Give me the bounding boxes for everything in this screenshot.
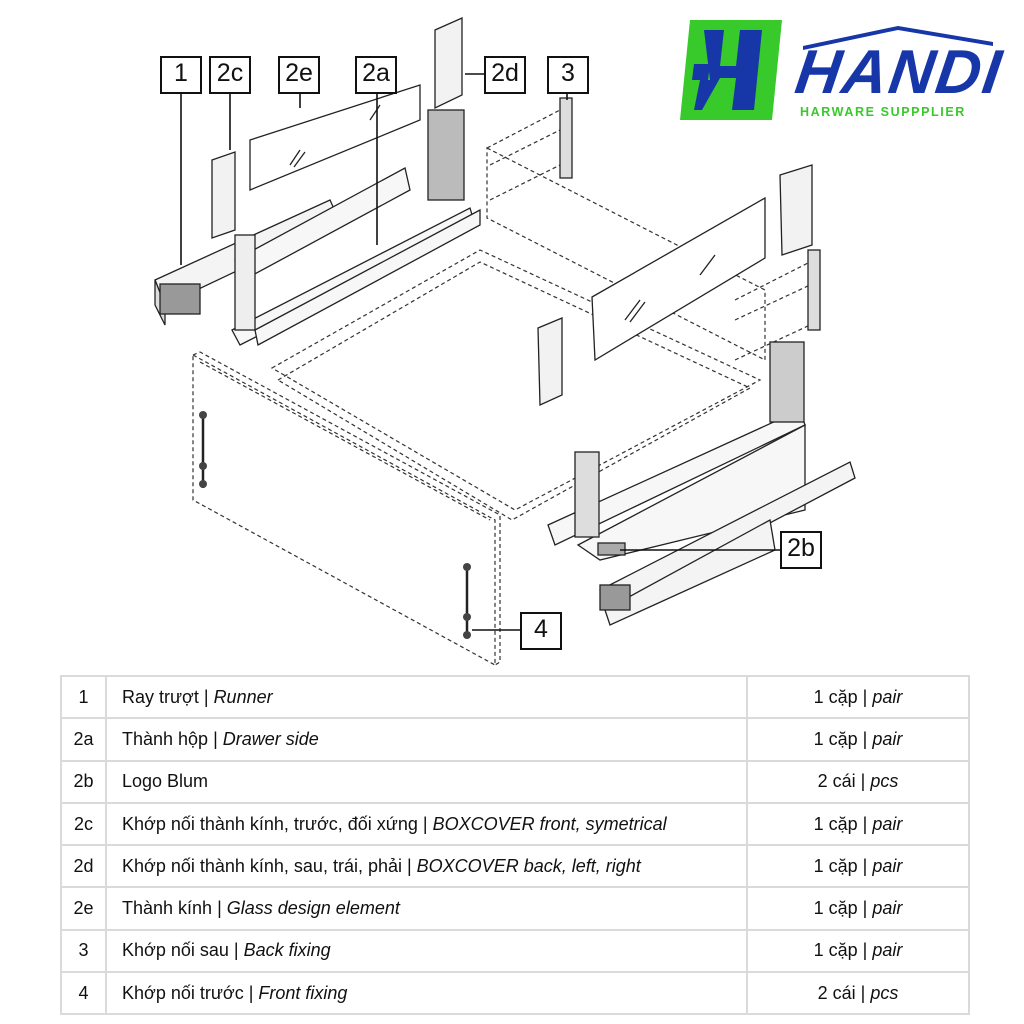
part-number: 2c [61, 803, 106, 845]
callout-2e: 2e [278, 56, 320, 94]
table-row [61, 972, 969, 1014]
part-quantity: 2 cái | pcs [747, 972, 969, 1014]
part-quantity: 2 cái | pcs [747, 761, 969, 803]
part-description: Khớp nối trước | Front fixing [106, 972, 747, 1014]
part-number: 4 [61, 972, 106, 1014]
back-fixing-right [808, 250, 820, 330]
table-row [61, 845, 969, 887]
table-row [61, 761, 969, 803]
callout-4: 4 [520, 612, 562, 650]
table-row [61, 930, 969, 972]
part-description: Khớp nối thành kính, sau, trái, phải | BOXCOVER back, left, right [106, 845, 747, 887]
part-quantity: 1 cặp | pair [747, 718, 969, 760]
table-row [61, 803, 969, 845]
part-description: Khớp nối sau | Back fixing [106, 930, 747, 972]
table-row [61, 887, 969, 929]
callout-1: 1 [160, 56, 202, 94]
part-number: 2a [61, 718, 106, 760]
parts-table [60, 675, 970, 1015]
callout-2a: 2a [355, 56, 397, 94]
part-description: Logo Blum [106, 761, 747, 803]
table-row [61, 718, 969, 760]
back-fixing-left [560, 98, 572, 178]
callout-3: 3 [547, 56, 589, 94]
part-quantity: 1 cặp | pair [747, 803, 969, 845]
right-boxcover-back [780, 165, 812, 255]
part-description: Thành kính | Glass design element [106, 887, 747, 929]
front-panel-dashed [193, 352, 500, 665]
boxcover-back [435, 18, 462, 108]
part-number: 1 [61, 676, 106, 718]
part-quantity: 1 cặp | pair [747, 676, 969, 718]
callout-2d: 2d [484, 56, 526, 94]
part-number: 2b [61, 761, 106, 803]
right-boxcover-front [538, 318, 562, 405]
part-quantity: 1 cặp | pair [747, 845, 969, 887]
right-glass-panel [592, 198, 765, 360]
part-quantity: 1 cặp | pair [747, 887, 969, 929]
part-description: Ray trượt | Runner [106, 676, 747, 718]
callout-2b: 2b [780, 531, 822, 569]
logo-wordmark: HANDI [791, 38, 1008, 107]
table-row [61, 676, 969, 718]
callout-2c: 2c [209, 56, 251, 94]
front-fixing-parts [203, 415, 467, 636]
left-boxcover-front [212, 152, 235, 238]
part-description: Thành hộp | Drawer side [106, 718, 747, 760]
part-number: 2d [61, 845, 106, 887]
part-number: 2e [61, 887, 106, 929]
part-description: Khớp nối thành kính, trước, đối xứng | BOXCOVER front, symetrical [106, 803, 747, 845]
part-quantity: 1 cặp | pair [747, 930, 969, 972]
part-number: 3 [61, 930, 106, 972]
logo-tagline: HARWARE SUPPPLIER [800, 105, 966, 119]
